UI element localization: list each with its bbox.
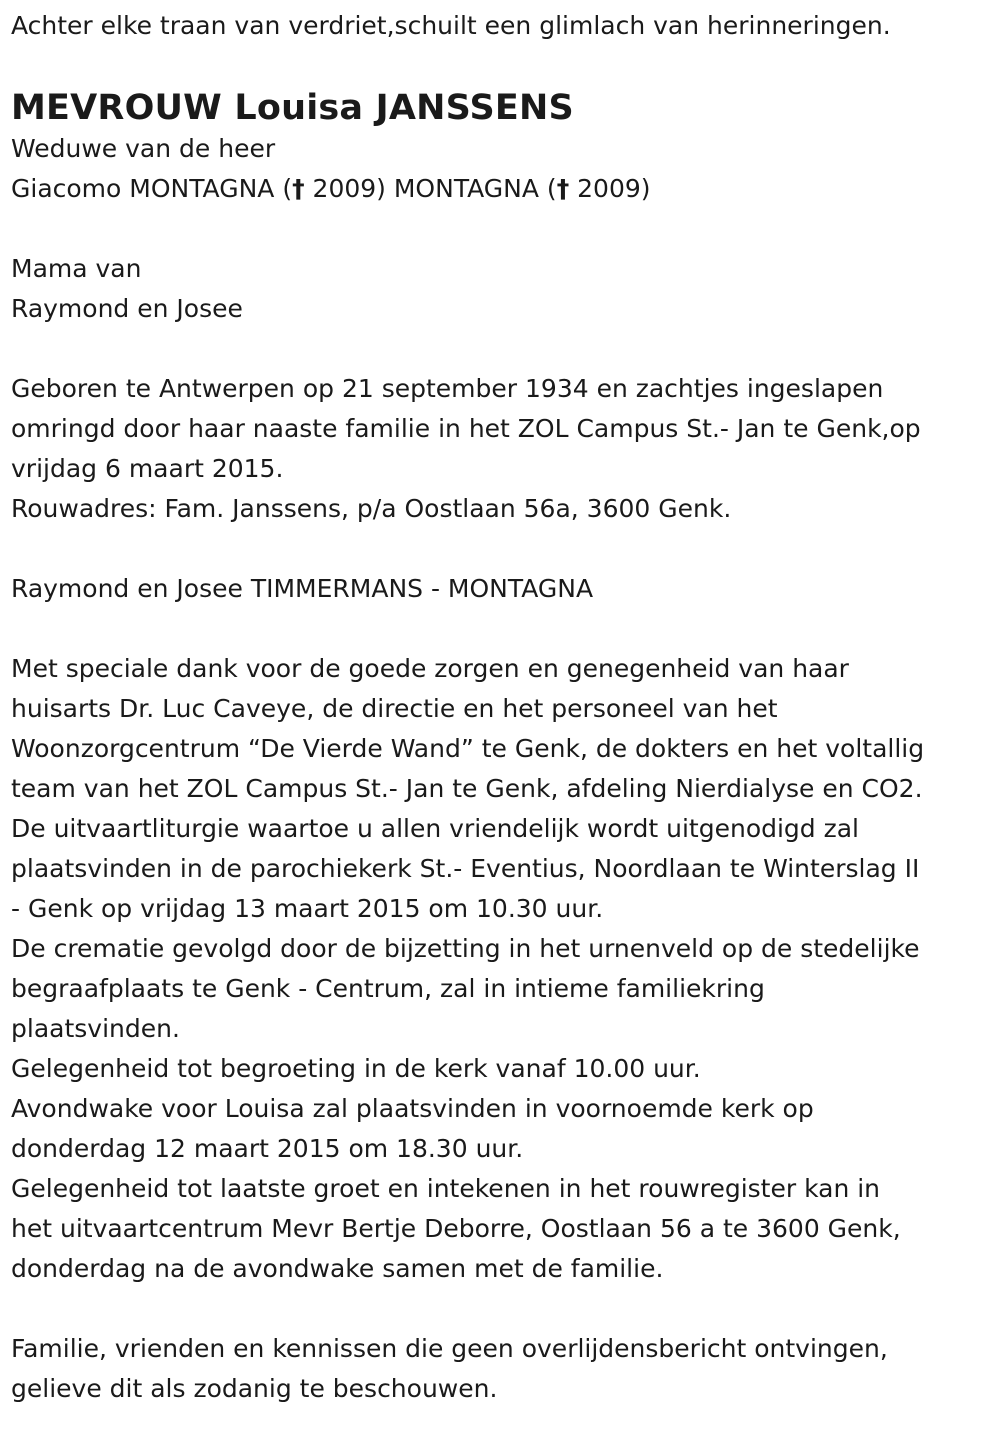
spouse-text-2: 2009) MONTAGNA ( [304,174,557,203]
children-names: Raymond en Josee [11,294,243,323]
paragraph-line: omringd door haar naaste familie in het ZOL Campus St.- Jan te Genk,op [11,414,921,443]
spacer [11,209,990,249]
paragraph-line: vrijdag 6 maart 2015. [11,454,284,483]
paragraph-line: Geboren te Antwerpen op 21 september 1934 en zachtjes ingeslapen [11,374,884,403]
paragraph-line: donderdag na de avondwake samen met de familie. [11,1254,664,1283]
paragraph-line: plaatsvinden in de parochiekerk St.- Eventius, Noordlaan te Winterslag II [11,854,920,883]
thanks-ceremony-paragraph [11,649,990,1289]
paragraph-line: De crematie gevolgd door de bijzetting in het urnenveld op de stedelijke [11,934,920,963]
paragraph-line: Met speciale dank voor de goede zorgen en genegenheid van haar [11,654,849,683]
mourning-address: Rouwadres: Fam. Janssens, p/a Oostlaan 56a, 3600 Genk. [11,494,732,523]
paragraph-line: De uitvaartliturgie waartoe u allen vriendelijk wordt uitgenodigd zal [11,814,859,843]
paragraph-line: huisarts Dr. Luc Caveye, de directie en het personeel van het [11,694,778,723]
birth-death-paragraph [11,369,990,529]
paragraph-line: Familie, vrienden en kennissen die geen overlijdensbericht ontvingen, [11,1334,888,1363]
spouse-line [11,169,990,209]
spacer [11,609,990,649]
paragraph-line: begraafplaats te Genk - Centrum, zal in intieme familiekring [11,974,765,1003]
paragraph-line: gelieve dit als zodanig te beschouwen. [11,1374,498,1403]
family-signature: Raymond en Josee TIMMERMANS - MONTAGNA [11,574,594,603]
motto: Achter elke traan van verdriet,schuilt een glimlach van herinneringen. [11,11,891,40]
cross-icon: † [292,174,305,203]
paragraph-line: plaatsvinden. [11,1014,180,1043]
spacer [11,1289,990,1329]
paragraph-line: - Genk op vrijdag 13 maart 2015 om 10.30 uur. [11,894,604,923]
paragraph-line: team van het ZOL Campus St.- Jan te Genk, afdeling Nierdialyse en CO2. [11,774,923,803]
paragraph-line: Gelegenheid tot begroeting in de kerk vanaf 10.00 uur. [11,1054,701,1083]
closing-paragraph [11,1329,990,1409]
paragraph-line: Woonzorgcentrum “De Vierde Wand” te Genk, de dokters en het voltallig [11,734,925,763]
widow-label: Weduwe van de heer [11,134,276,163]
spouse-text-1: Giacomo MONTAGNA ( [11,174,293,203]
paragraph-line: Gelegenheid tot laatste groet en intekenen in het rouwregister kan in [11,1174,881,1203]
spouse-text-3: 2009) [569,174,651,203]
paragraph-line: Avondwake voor Louisa zal plaatsvinden in voornoemde kerk op [11,1094,814,1123]
paragraph-line: het uitvaartcentrum Mevr Bertje Deborre, Oostlaan 56 a te 3600 Genk, [11,1214,901,1243]
children-label: Mama van [11,254,142,283]
paragraph-line: donderdag 12 maart 2015 om 18.30 uur. [11,1134,524,1163]
deceased-name: MEVROUW Louisa JANSSENS [11,88,574,128]
spacer [11,329,990,369]
cross-icon: † [556,174,570,203]
spacer [11,529,990,569]
